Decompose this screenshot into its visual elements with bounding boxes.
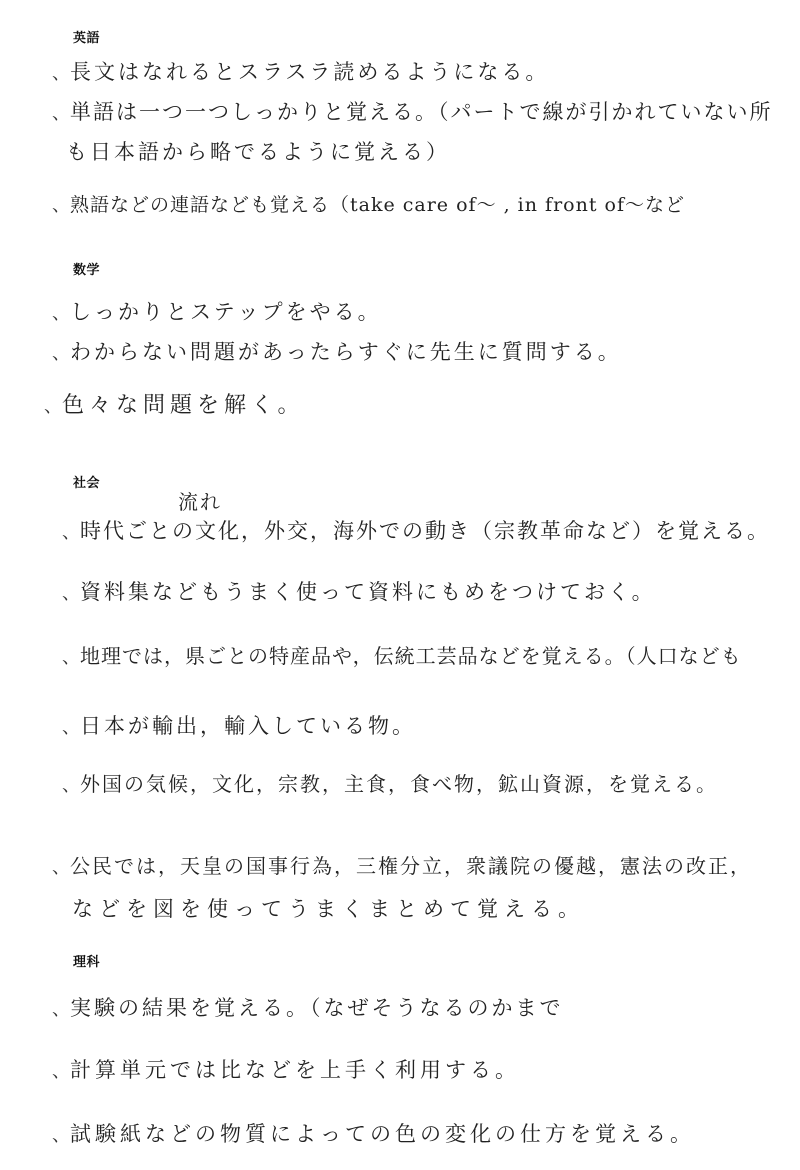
bullet-mark: 、 (52, 999, 73, 1020)
bullet-mark: 、 (62, 775, 82, 796)
bullet-mark: 、 (62, 647, 81, 668)
note-line: 、日本が輸出，輸入している物。 (62, 714, 416, 738)
note-line: 、わからない問題があったらすぐに先生に質問する。 (52, 340, 622, 364)
note-line: 、熟語などの連語なども覚える（take care of～ , in front of～など (52, 190, 685, 217)
note-line: 、試験紙などの物質によっての色の変化の仕方を覚える。 (52, 1122, 695, 1146)
note-line: などを図を使ってうまくまとめて覚える。 (72, 897, 585, 921)
heading-social: 社会 (73, 476, 101, 491)
heading-english: 英語 (73, 31, 101, 46)
note-line: 、時代ごとの文化，外交，海外での動き（宗教革命など）を覚える。 (62, 519, 770, 543)
bullet-mark: 、 (62, 583, 83, 604)
heading-science: 理科 (73, 955, 101, 970)
bullet-mark: 、 (52, 1125, 74, 1146)
heading-math: 数学 (73, 263, 101, 278)
bullet-mark: 、 (52, 1061, 74, 1082)
bullet-mark: 、 (52, 303, 73, 324)
bullet-mark: 、 (62, 522, 82, 543)
note-line: 、地理では，県ごとの特産品や，伝統工芸品などを覚える。（人口なども (62, 644, 742, 668)
note-line: 、しっかりとステップをやる。 (52, 300, 382, 324)
note-line: 、色々な問題を解く。 (44, 393, 305, 418)
note-line: 、実験の結果を覚える。（なぜそうなるのかまで (52, 996, 564, 1020)
bullet-mark: 、 (52, 343, 73, 364)
note-line: 、計算単元では比などを上手く利用する。 (52, 1058, 520, 1082)
bullet-mark: 、 (44, 396, 67, 417)
bullet-mark: 、 (62, 717, 83, 738)
note-line: 、公民では，天皇の国事行為，三権分立，衆議院の優越，憲法の改正， (52, 854, 752, 878)
note-line: 、資料集などもうまく使って資料にもめをつけておく。 (62, 580, 656, 604)
bullet-mark: 、 (52, 63, 73, 84)
note-line: 、単語は一つ一つしっかりと覚える。（パートで線が引かれていない所 (52, 100, 773, 124)
note-line: も日本語から略でるように覚える） (66, 140, 450, 164)
annotation-nagare: 流れ (178, 490, 222, 514)
note-line: 、長文はなれるとスラスラ読めるようになる。 (52, 60, 550, 84)
bullet-mark: 、 (52, 103, 72, 124)
bullet-mark: 、 (52, 857, 72, 878)
bullet-mark: 、 (52, 195, 71, 216)
note-line: 、外国の気候，文化，宗教，主食，食べ物，鉱山資源，を覚える。 (62, 772, 718, 796)
